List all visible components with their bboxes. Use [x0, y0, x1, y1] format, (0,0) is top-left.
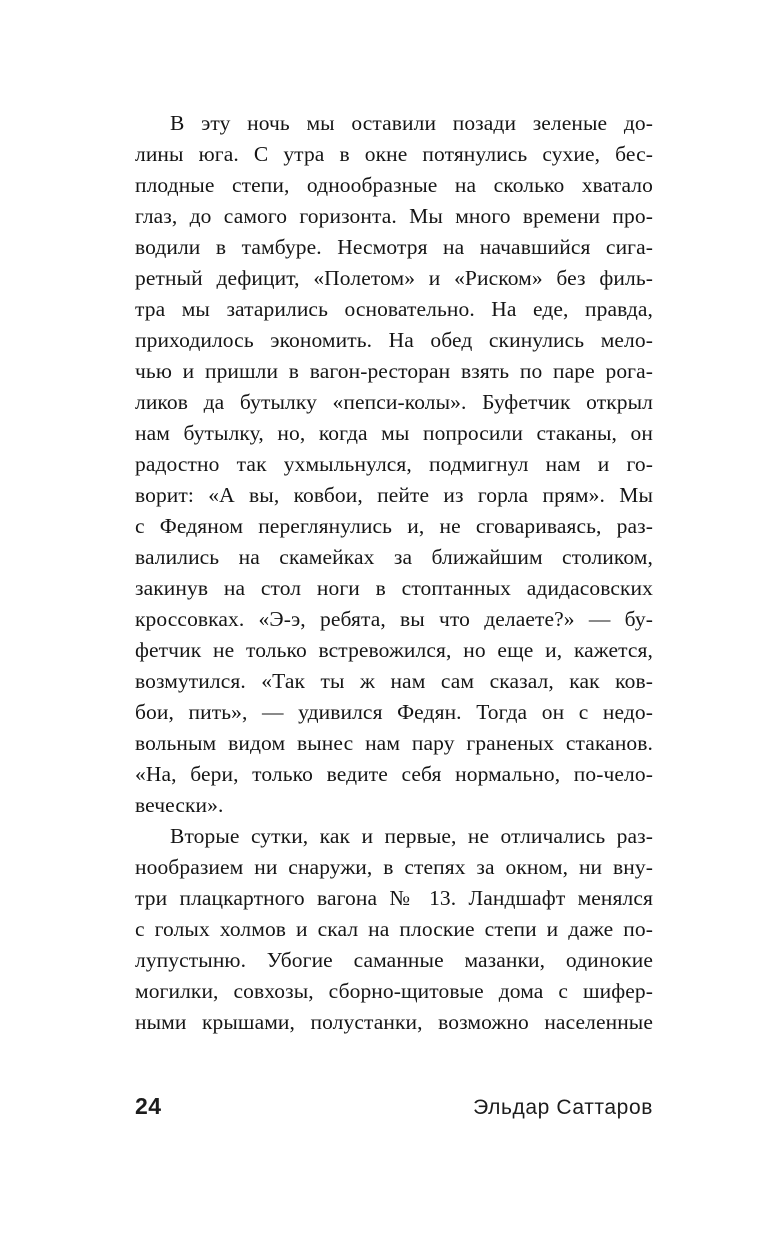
page-footer [135, 1093, 653, 1120]
running-title-author: Эльдар Саттаров [473, 1096, 653, 1119]
text-line: ворит: «А вы, ковбои, пейте из горла прям». Мы [135, 483, 653, 507]
text-line: вольным видом вынес нам пару граненых стаканов. [135, 731, 653, 755]
page-number: 24 [135, 1093, 162, 1119]
paragraph [135, 108, 653, 821]
text-block [135, 108, 653, 1038]
text-line: ретный дефицит, «Полетом» и «Риском» без филь- [135, 266, 653, 290]
text-line: плодные степи, однообразные на сколько хватало [135, 173, 653, 197]
text-line: лины юга. С утра в окне потянулись сухие, бес- [135, 142, 653, 166]
text-line: могилки, совхозы, сборно-щитовые дома с шифер- [135, 979, 653, 1003]
text-line: Вторые сутки, как и первые, не отличались раз- [170, 824, 653, 848]
text-line: вечески». [135, 793, 224, 817]
text-line: бои, пить», — удивился Федян. Тогда он с недо- [135, 700, 653, 724]
text-line: лупустыню. Убогие саманные мазанки, одинокие [135, 948, 653, 972]
text-line: чью и пришли в вагон-ресторан взять по паре рога- [135, 359, 653, 383]
text-line: глаз, до самого горизонта. Мы много времени про- [135, 204, 653, 228]
text-line: кроссовках. «Э-э, ребята, вы что делаете?» — бу- [135, 607, 653, 631]
text-line: В эту ночь мы оставили позади зеленые до- [170, 111, 653, 135]
text-line: «На, бери, только ведите себя нормально, по-чело- [135, 762, 653, 786]
paragraph [135, 821, 653, 1038]
text-line: радостно так ухмыльнулся, подмигнул нам и го- [135, 452, 653, 476]
text-line: нам бутылку, но, когда мы попросили стаканы, он [135, 421, 653, 445]
text-line: нообразием ни снаружи, в степях за окном, ни вну- [135, 855, 653, 879]
text-line: с голых холмов и скал на плоские степи и даже по- [135, 917, 653, 941]
text-line: тра мы затарились основательно. На еде, правда, [135, 297, 653, 321]
text-line: ликов да бутылку «пепси-колы». Буфетчик открыл [135, 390, 653, 414]
text-line: три плацкартного вагона № 13. Ландшафт менялся [135, 886, 653, 910]
text-line: возмутился. «Так ты ж нам сам сказал, как ков- [135, 669, 653, 693]
text-line: закинув на стол ноги в стоптанных адидасовских [135, 576, 653, 600]
text-line: с Федяном переглянулись и, не сговариваясь, раз- [135, 514, 653, 538]
text-line: валились на скамейках за ближайшим столиком, [135, 545, 653, 569]
text-line: ными крышами, полустанки, возможно населенные [135, 1010, 653, 1034]
text-line: водили в тамбуре. Несмотря на начавшийся сига- [135, 235, 653, 259]
text-line: приходилось экономить. На обед скинулись мело- [135, 328, 653, 352]
text-line: фетчик не только встревожился, но еще и, кажется, [135, 638, 653, 662]
